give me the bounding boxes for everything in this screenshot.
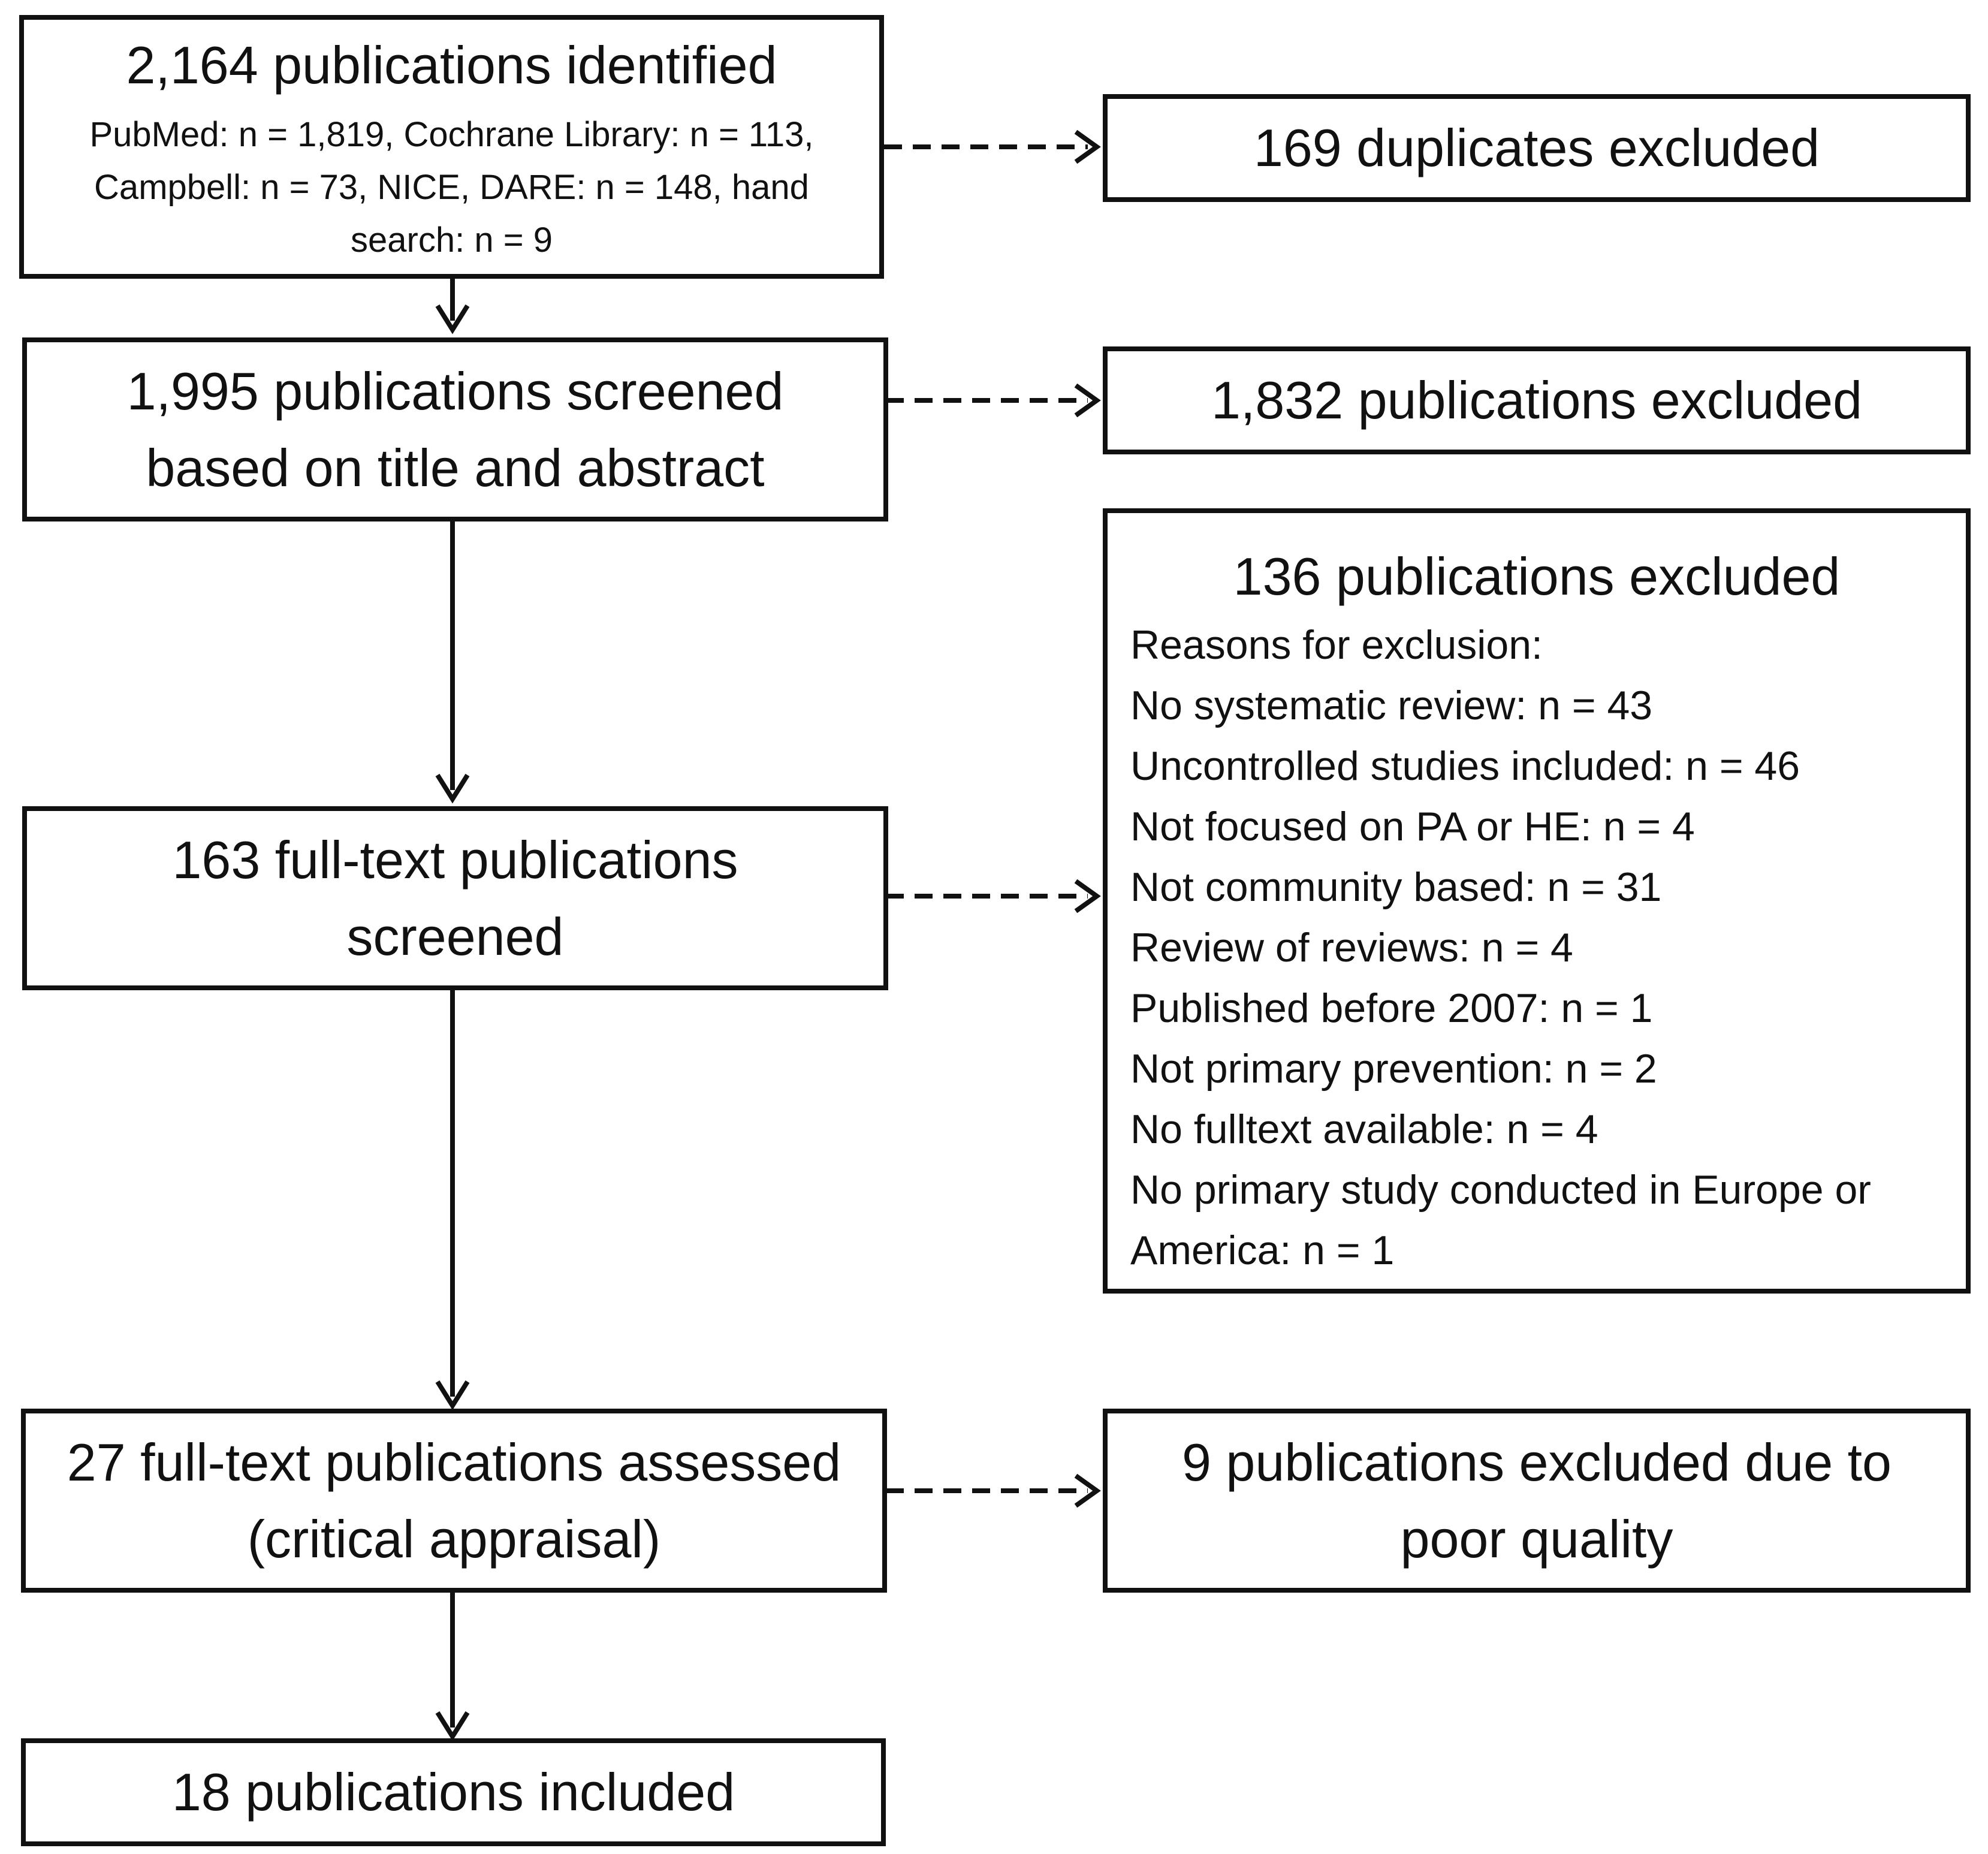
exclusion-reason-item: Not focused on PA or HE: n = 4 (1130, 804, 1695, 849)
excluded-fulltext-title: 136 publications excluded (1233, 547, 1841, 606)
arrowhead-fulltext-to-assessed (438, 1382, 467, 1406)
exclusion-reason-item: Published before 2007: n = 1 (1130, 985, 1653, 1031)
box-identified (19, 15, 884, 279)
excluded-screening-title: 1,832 publications excluded (1211, 370, 1863, 430)
exclusion-reason-item: Not community based: n = 31 (1130, 864, 1662, 910)
assessed-title: 27 full-text publications assessed (critical appraisal) (67, 1432, 841, 1569)
exclusion-reason-item: Uncontrolled studies included: n = 46 (1130, 743, 1800, 789)
box-fulltext-screened (22, 806, 888, 990)
screened-title: 1,995 publications screened based on title and abstract (126, 361, 784, 498)
box-assessed (21, 1409, 887, 1593)
arrowhead-excluded-fulltext (1076, 881, 1097, 911)
arrowhead-identified-to-screened (438, 306, 467, 330)
duplicates-title: 169 duplicates excluded (1253, 118, 1820, 177)
arrowhead-poor-quality (1076, 1476, 1097, 1506)
box-excluded-fulltext (1103, 508, 1971, 1294)
included-title: 18 publications included (171, 1762, 735, 1822)
exclusion-reason-item: No primary study conducted in Europe or America: n = 1 (1130, 1167, 1871, 1273)
arrowhead-duplicates (1076, 132, 1097, 162)
box-excluded-screening (1103, 346, 1971, 454)
box-included (21, 1738, 886, 1846)
arrowhead-assessed-to-included (438, 1713, 467, 1737)
fulltext-screened-title: 163 full-text publications screened (172, 830, 738, 966)
exclusion-reasons-list (1108, 615, 1966, 1281)
arrowhead-screened-to-fulltext (438, 775, 467, 799)
exclusion-reason-item: Review of reviews: n = 4 (1130, 925, 1573, 970)
exclusion-reasons-header: Reasons for exclusion: (1130, 622, 1543, 668)
poor-quality-title: 9 publications excluded due to poor quality (1182, 1432, 1892, 1569)
box-screened (22, 337, 888, 521)
identified-title: 2,164 publications identified (126, 35, 777, 95)
box-duplicates (1103, 94, 1971, 202)
exclusion-reason-item: No fulltext available: n = 4 (1130, 1107, 1598, 1152)
box-poor-quality (1103, 1409, 1971, 1593)
arrowhead-excluded-screening (1076, 385, 1097, 415)
identified-detail: PubMed: n = 1,819, Cochrane Library: n = 113, Campbell: n = 73, NICE, DARE: n = 148, hand search: n = 9 (89, 115, 814, 260)
exclusion-reason-item: Not primary prevention: n = 2 (1130, 1046, 1657, 1092)
exclusion-reason-item: No systematic review: n = 43 (1130, 683, 1653, 728)
